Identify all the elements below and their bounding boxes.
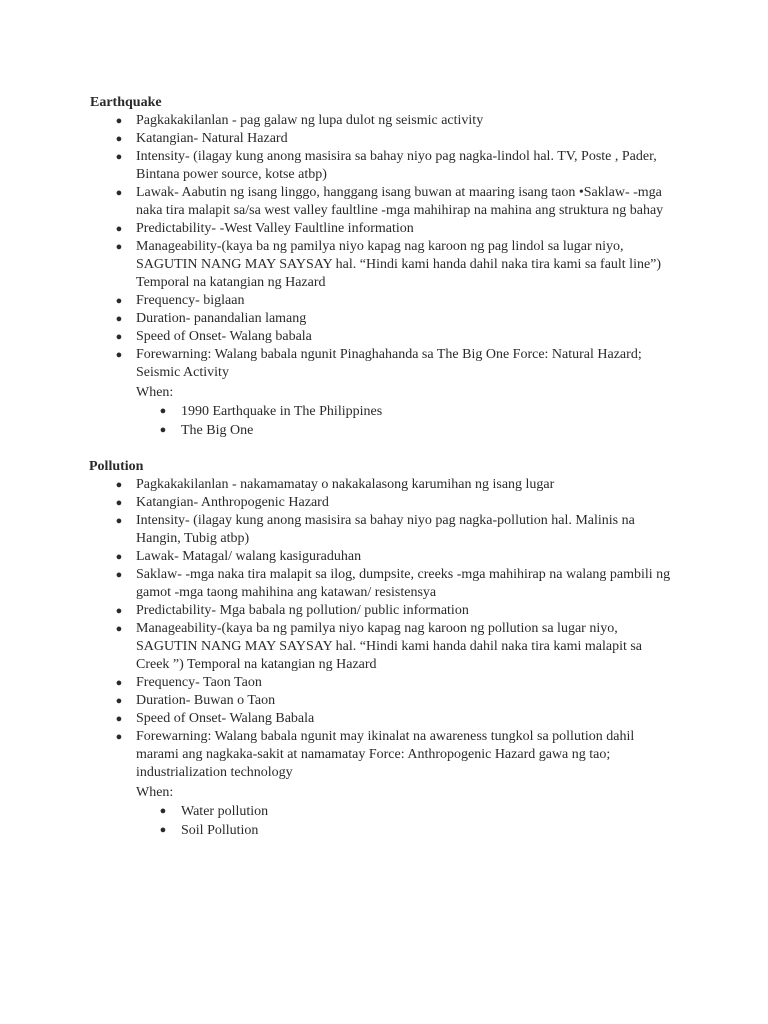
list-item: ● Speed of Onset- Walang babala (115, 329, 312, 344)
list-item: ● Duration- panandalian lamang (115, 311, 307, 326)
sub-list-item: ● 1990 Earthquake in The Philippines (159, 404, 383, 419)
bullet-icon: ● (115, 313, 123, 325)
list-item: ● Forewarning: Walang babala ngunit Pinaghahanda sa The Big One Force: Natural Hazard; Seismic Activity When: ● 1990 Earthquake in The Philippines ● The Big One (90, 346, 678, 440)
bullet-icon: ● (115, 569, 123, 581)
when-label: When: (136, 785, 174, 800)
sub-list-item: ● Soil Pollution (159, 823, 259, 838)
bullet-icon: ● (115, 677, 123, 689)
earthquake-when-list (136, 402, 678, 440)
pollution-when-list (136, 802, 678, 840)
bullet-icon: ● (115, 479, 123, 491)
list-item: ● Intensity- (ilagay kung anong masisira sa bahay niyo pag nagka-pollution hal. Malinis na Hangin, Tubig atbp) (115, 513, 635, 546)
pollution-heading: Pollution (89, 459, 144, 474)
bullet-icon: ● (159, 424, 167, 436)
bullet-icon: ● (115, 497, 123, 509)
bullet-icon: ● (115, 133, 123, 145)
bullet-icon: ● (115, 331, 123, 343)
bullet-icon: ● (115, 695, 123, 707)
bullet-icon: ● (115, 241, 123, 253)
bullet-icon: ● (159, 805, 167, 817)
bullet-icon: ● (115, 605, 123, 617)
list-item: ● Forewarning: Walang babala ngunit may ikinalat na awareness tungkol sa pollution dahil marami ang nagkaka-sakit at namamatay Force: Anthropogenic Hazard gawa ng tao; industrialization technology When: ● Water pollution ● Soil Pollution (90, 728, 678, 840)
bullet-icon: ● (115, 713, 123, 725)
when-label: When: (136, 385, 174, 400)
bullet-icon: ● (115, 349, 123, 361)
bullet-icon: ● (115, 515, 123, 527)
list-item: ● Saklaw- -mga naka tira malapit sa ilog, dumpsite, creeks -mga mahihirap na walang pambili ng gamot -mga taong mahihina ang katawan/ resistensya (115, 567, 671, 600)
list-item: ● Katangian- Natural Hazard (115, 131, 288, 146)
bullet-icon: ● (159, 405, 167, 417)
bullet-icon: ● (115, 731, 123, 743)
list-item: ● Manageability-(kaya ba ng pamilya niyo kapag nag karoon ng pollution sa lugar niyo, SAGUTIN NANG MAY SAYSAY hal. “Hindi kami handa dahil naka tira kami malapit sa Creek ”) Temporal na katangian ng Hazard (115, 621, 643, 672)
earthquake-section (90, 0, 678, 440)
list-item: ● Manageability-(kaya ba ng pamilya niyo kapag nag karoon ng pag lindol sa lugar niyo, SAGUTIN NANG MAY SAYSAY hal. “Hindi kami handa dahil naka tira kami sa fault line”) Temporal na katangian ng Hazard (115, 239, 662, 290)
list-item: ● Lawak- Aabutin ng isang linggo, hanggang isang buwan at maaring isang taon •Saklaw- -mga naka tira malapit sa/sa west valley faultline -mga mahihirap na mahina ang struktura ng bahay (115, 185, 664, 218)
list-item: ● Lawak- Matagal/ walang kasiguraduhan (115, 549, 362, 564)
bullet-icon: ● (115, 151, 123, 163)
bullet-icon: ● (115, 115, 123, 127)
list-item: ● Katangian- Anthropogenic Hazard (115, 495, 329, 510)
list-item: ● Pagkakakilanlan - nakamamatay o nakakalasong karumihan ng isang lugar (115, 477, 555, 492)
list-item: ● Speed of Onset- Walang Babala (115, 711, 315, 726)
list-item: ● Intensity- (ilagay kung anong masisira sa bahay niyo pag nagka-lindol hal. TV, Poste , Pader, Bintana power source, kotse atbp) (115, 149, 657, 182)
pollution-list (90, 476, 678, 840)
list-item: ● Predictability- -West Valley Faultline information (115, 221, 414, 236)
bullet-icon: ● (115, 623, 123, 635)
sub-list-item: ● Water pollution (159, 804, 269, 819)
list-item: ● Predictability- Mga babala ng pollution/ public information (115, 603, 469, 618)
pollution-section (90, 440, 678, 840)
list-item: ● Duration- Buwan o Taon (115, 693, 276, 708)
bullet-icon: ● (115, 295, 123, 307)
sub-list-item: ● The Big One (159, 423, 254, 438)
earthquake-heading: Earthquake (90, 95, 162, 110)
bullet-icon: ● (159, 824, 167, 836)
bullet-icon: ● (115, 187, 123, 199)
list-item: ● Pagkakakilanlan - pag galaw ng lupa dulot ng seismic activity (115, 113, 484, 128)
list-item: ● Frequency- biglaan (115, 293, 245, 308)
list-item: ● Frequency- Taon Taon (115, 675, 262, 690)
bullet-icon: ● (115, 223, 123, 235)
earthquake-list (90, 112, 678, 440)
bullet-icon: ● (115, 551, 123, 563)
